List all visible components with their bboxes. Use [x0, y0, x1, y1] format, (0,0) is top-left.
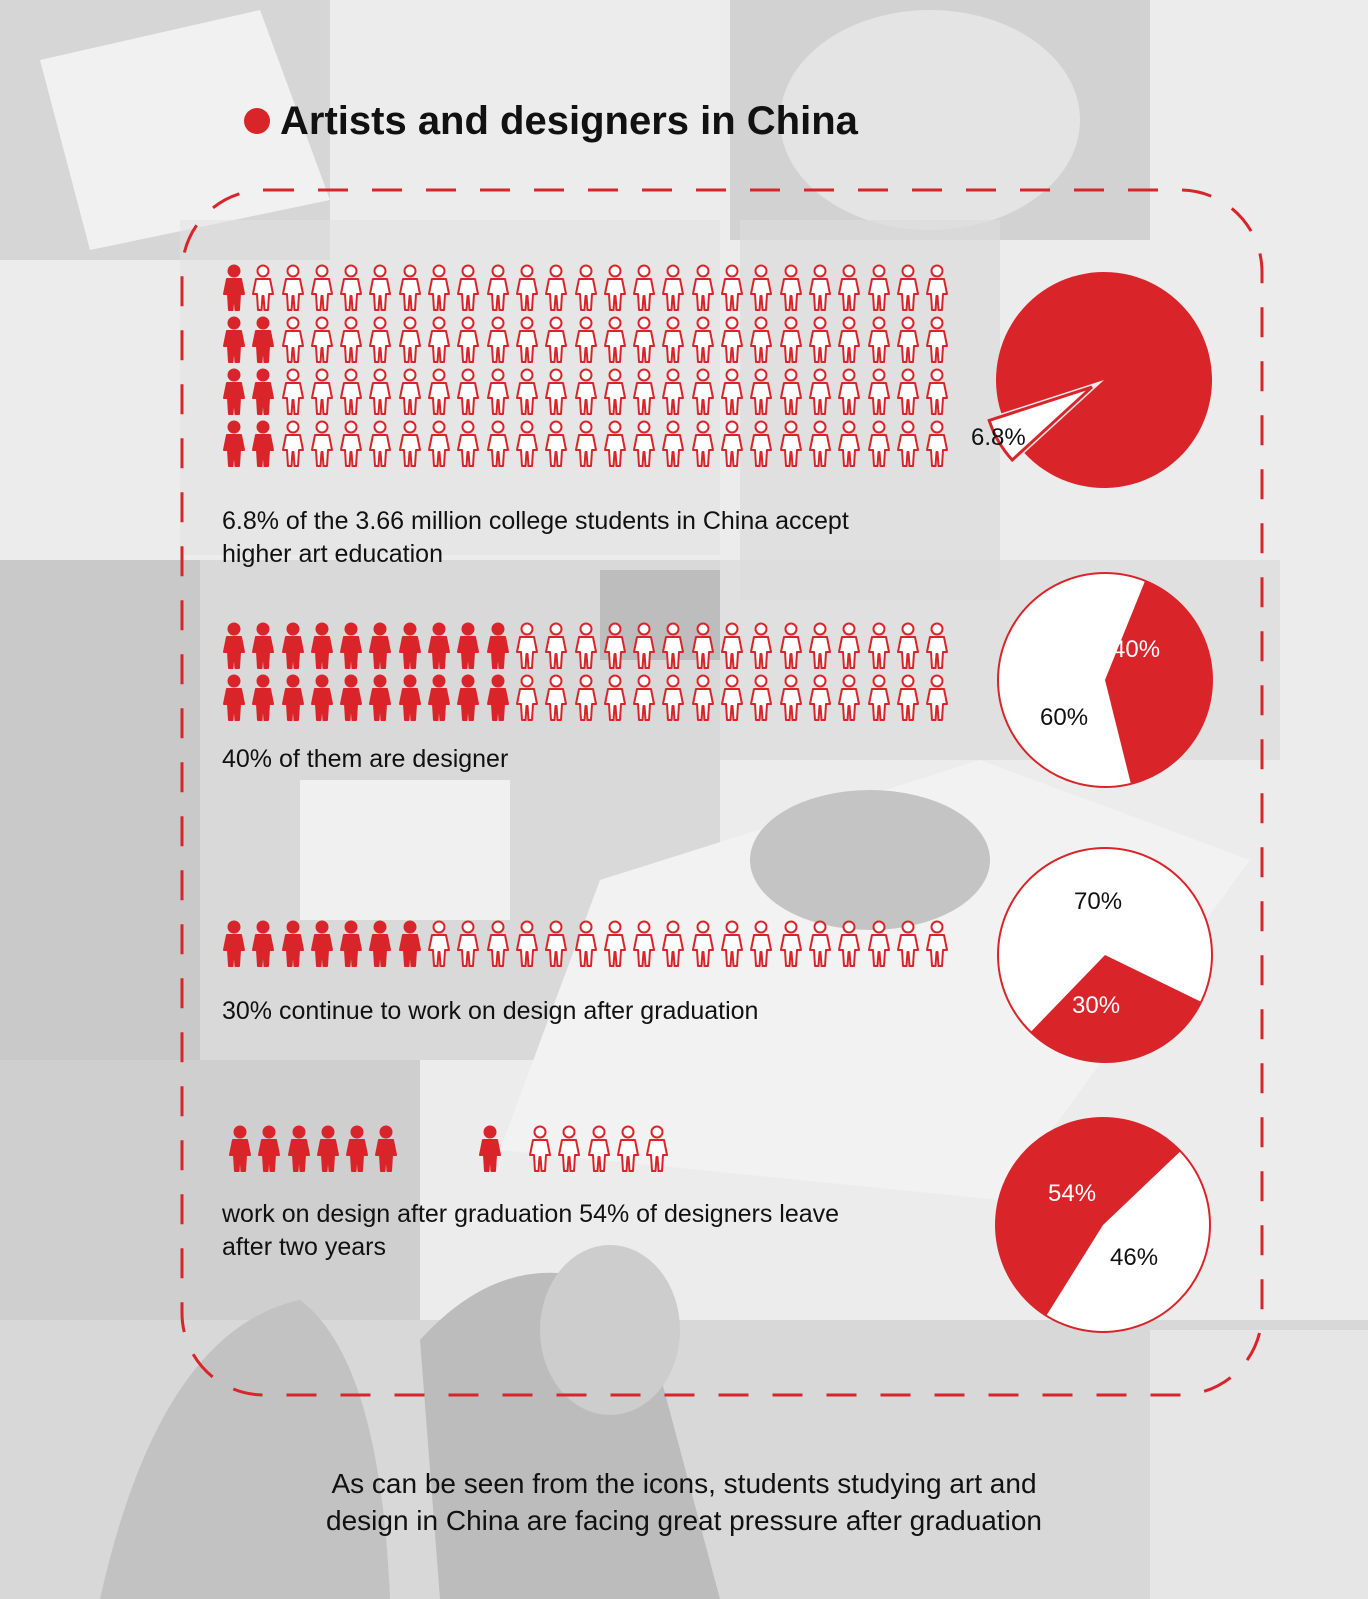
- person-outline-icon: [603, 264, 627, 312]
- person-outline-icon: [691, 368, 715, 416]
- pie-4: [988, 1110, 1218, 1340]
- person-outline-icon: [779, 622, 803, 670]
- person-outline-icon: [691, 316, 715, 364]
- person-outline-icon: [587, 1125, 611, 1173]
- person-outline-icon: [427, 316, 451, 364]
- person-filled-icon: [222, 316, 246, 364]
- person-outline-icon: [486, 420, 510, 468]
- person-outline-icon: [749, 264, 773, 312]
- person-outline-icon: [837, 264, 861, 312]
- person-outline-icon: [339, 264, 363, 312]
- person-outline-icon: [398, 264, 422, 312]
- person-filled-icon: [222, 674, 246, 722]
- person-outline-icon: [515, 368, 539, 416]
- person-outline-icon: [398, 368, 422, 416]
- icon-row-2-1: [222, 622, 949, 670]
- person-outline-icon: [779, 316, 803, 364]
- person-outline-icon: [896, 316, 920, 364]
- person-outline-icon: [691, 264, 715, 312]
- person-outline-icon: [603, 420, 627, 468]
- person-filled-icon: [374, 1125, 398, 1173]
- person-filled-icon: [456, 622, 480, 670]
- person-outline-icon: [837, 920, 861, 968]
- icon-row-1-3: [222, 368, 949, 416]
- caption-1: 6.8% of the 3.66 million college students in China accept higher art education: [222, 507, 849, 568]
- person-outline-icon: [456, 264, 480, 312]
- person-outline-icon: [574, 368, 598, 416]
- person-filled-icon: [222, 622, 246, 670]
- person-outline-icon: [515, 264, 539, 312]
- person-outline-icon: [544, 368, 568, 416]
- person-outline-icon: [310, 316, 334, 364]
- person-outline-icon: [528, 1125, 552, 1173]
- person-outline-icon: [368, 316, 392, 364]
- person-outline-icon: [808, 674, 832, 722]
- person-outline-icon: [632, 264, 656, 312]
- person-outline-icon: [427, 420, 451, 468]
- person-outline-icon: [837, 622, 861, 670]
- icon-group-4-1: [228, 1125, 398, 1173]
- person-outline-icon: [925, 368, 949, 416]
- person-filled-icon: [398, 674, 422, 722]
- person-outline-icon: [867, 622, 891, 670]
- person-outline-icon: [574, 264, 598, 312]
- person-outline-icon: [837, 316, 861, 364]
- person-outline-icon: [427, 264, 451, 312]
- person-outline-icon: [896, 920, 920, 968]
- person-outline-icon: [661, 622, 685, 670]
- person-filled-icon: [456, 674, 480, 722]
- person-outline-icon: [632, 674, 656, 722]
- person-outline-icon: [251, 264, 275, 312]
- pie-3-label-70: 70%: [1074, 888, 1123, 915]
- person-outline-icon: [603, 674, 627, 722]
- person-outline-icon: [603, 316, 627, 364]
- person-filled-icon: [339, 674, 363, 722]
- person-outline-icon: [456, 420, 480, 468]
- person-filled-icon: [222, 264, 246, 312]
- person-outline-icon: [456, 920, 480, 968]
- person-outline-icon: [574, 420, 598, 468]
- person-filled-icon: [368, 622, 392, 670]
- person-outline-icon: [515, 622, 539, 670]
- person-outline-icon: [749, 920, 773, 968]
- person-outline-icon: [779, 674, 803, 722]
- person-outline-icon: [603, 920, 627, 968]
- person-outline-icon: [749, 420, 773, 468]
- person-filled-icon: [427, 622, 451, 670]
- footer-line-1: As can be seen from the icons, students studying art and: [331, 1468, 1037, 1499]
- person-outline-icon: [616, 1125, 640, 1173]
- person-outline-icon: [691, 420, 715, 468]
- person-filled-icon: [310, 674, 334, 722]
- person-outline-icon: [544, 622, 568, 670]
- person-outline-icon: [486, 920, 510, 968]
- person-outline-icon: [603, 622, 627, 670]
- person-outline-icon: [720, 920, 744, 968]
- person-outline-icon: [574, 674, 598, 722]
- person-outline-icon: [486, 368, 510, 416]
- person-outline-icon: [544, 674, 568, 722]
- person-outline-icon: [281, 420, 305, 468]
- person-outline-icon: [486, 316, 510, 364]
- person-outline-icon: [720, 368, 744, 416]
- person-outline-icon: [544, 264, 568, 312]
- icon-row-1-1: [222, 264, 949, 312]
- person-filled-icon: [339, 622, 363, 670]
- person-outline-icon: [515, 920, 539, 968]
- person-outline-icon: [867, 264, 891, 312]
- person-outline-icon: [808, 368, 832, 416]
- person-outline-icon: [368, 420, 392, 468]
- person-outline-icon: [779, 264, 803, 312]
- caption-4-line-1: work on design after graduation 54% of designers leave: [222, 1200, 840, 1228]
- person-outline-icon: [837, 420, 861, 468]
- person-outline-icon: [661, 316, 685, 364]
- person-filled-icon: [251, 368, 275, 416]
- person-filled-icon: [287, 1125, 311, 1173]
- person-outline-icon: [456, 368, 480, 416]
- person-outline-icon: [544, 316, 568, 364]
- person-filled-icon: [222, 920, 246, 968]
- footer-text: [0, 1465, 1368, 1539]
- person-outline-icon: [779, 920, 803, 968]
- person-outline-icon: [632, 420, 656, 468]
- person-outline-icon: [645, 1125, 669, 1173]
- person-outline-icon: [281, 264, 305, 312]
- person-outline-icon: [339, 420, 363, 468]
- person-outline-icon: [557, 1125, 581, 1173]
- person-outline-icon: [925, 316, 949, 364]
- person-outline-icon: [808, 622, 832, 670]
- person-outline-icon: [808, 920, 832, 968]
- person-outline-icon: [896, 264, 920, 312]
- person-filled-icon: [222, 420, 246, 468]
- person-outline-icon: [456, 316, 480, 364]
- person-outline-icon: [749, 316, 773, 364]
- person-outline-icon: [779, 368, 803, 416]
- person-outline-icon: [632, 316, 656, 364]
- person-outline-icon: [632, 368, 656, 416]
- person-filled-icon: [398, 622, 422, 670]
- title-row: [244, 96, 858, 146]
- person-outline-icon: [310, 264, 334, 312]
- person-filled-icon: [310, 622, 334, 670]
- pie-4-label-54: 54%: [1048, 1180, 1097, 1207]
- person-outline-icon: [691, 674, 715, 722]
- person-filled-icon: [228, 1125, 252, 1173]
- pie-4-label-46: 46%: [1110, 1244, 1159, 1271]
- person-outline-icon: [310, 420, 334, 468]
- icon-row-3-1: [222, 920, 949, 968]
- person-outline-icon: [867, 368, 891, 416]
- person-outline-icon: [574, 622, 598, 670]
- pie-2-label-60: 60%: [1040, 704, 1089, 731]
- person-outline-icon: [574, 316, 598, 364]
- person-outline-icon: [720, 316, 744, 364]
- pie-2-label-40: 40%: [1112, 636, 1161, 663]
- person-filled-icon: [251, 420, 275, 468]
- pie-1-slice-main: [996, 272, 1212, 488]
- person-outline-icon: [339, 368, 363, 416]
- person-outline-icon: [749, 622, 773, 670]
- person-filled-icon: [251, 674, 275, 722]
- caption-2: 40% of them are designer: [222, 745, 509, 773]
- person-outline-icon: [427, 920, 451, 968]
- person-outline-icon: [310, 368, 334, 416]
- person-outline-icon: [603, 368, 627, 416]
- person-outline-icon: [486, 264, 510, 312]
- person-outline-icon: [896, 674, 920, 722]
- person-outline-icon: [515, 420, 539, 468]
- icon-group-4-3: [528, 1125, 669, 1173]
- person-outline-icon: [720, 674, 744, 722]
- person-outline-icon: [720, 420, 744, 468]
- person-outline-icon: [398, 316, 422, 364]
- icon-row-1-4: [222, 420, 949, 468]
- person-outline-icon: [544, 420, 568, 468]
- footer-line-2: design in China are facing great pressure after graduation: [326, 1505, 1042, 1536]
- person-filled-icon: [222, 368, 246, 416]
- pie-1: [984, 270, 1214, 500]
- person-filled-icon: [339, 920, 363, 968]
- person-outline-icon: [925, 674, 949, 722]
- person-outline-icon: [339, 316, 363, 364]
- person-filled-icon: [316, 1125, 340, 1173]
- person-outline-icon: [925, 920, 949, 968]
- person-outline-icon: [720, 622, 744, 670]
- person-filled-icon: [281, 622, 305, 670]
- person-filled-icon: [251, 622, 275, 670]
- person-outline-icon: [544, 920, 568, 968]
- person-filled-icon: [281, 920, 305, 968]
- person-filled-icon: [251, 920, 275, 968]
- caption-4-line-2: after two years: [222, 1233, 386, 1261]
- pie-2: [990, 565, 1220, 795]
- person-outline-icon: [632, 920, 656, 968]
- pie-3-label-30: 30%: [1072, 992, 1121, 1019]
- person-outline-icon: [867, 674, 891, 722]
- icon-row-2-2: [222, 674, 949, 722]
- person-outline-icon: [368, 264, 392, 312]
- person-outline-icon: [867, 420, 891, 468]
- person-outline-icon: [867, 920, 891, 968]
- person-outline-icon: [661, 420, 685, 468]
- person-outline-icon: [515, 674, 539, 722]
- person-filled-icon: [345, 1125, 369, 1173]
- person-outline-icon: [691, 622, 715, 670]
- person-outline-icon: [779, 420, 803, 468]
- person-outline-icon: [925, 420, 949, 468]
- person-filled-icon: [251, 316, 275, 364]
- person-outline-icon: [661, 368, 685, 416]
- person-outline-icon: [925, 264, 949, 312]
- person-outline-icon: [749, 368, 773, 416]
- person-outline-icon: [808, 420, 832, 468]
- person-filled-icon: [427, 674, 451, 722]
- person-filled-icon: [478, 1125, 502, 1173]
- pie-3: [990, 840, 1220, 1070]
- person-filled-icon: [486, 622, 510, 670]
- person-outline-icon: [515, 316, 539, 364]
- person-filled-icon: [398, 920, 422, 968]
- person-outline-icon: [837, 368, 861, 416]
- caption-3: 30% continue to work on design after graduation: [222, 997, 759, 1025]
- person-outline-icon: [661, 264, 685, 312]
- person-outline-icon: [661, 674, 685, 722]
- icon-group-4-2: [478, 1125, 502, 1173]
- person-outline-icon: [632, 622, 656, 670]
- person-outline-icon: [837, 674, 861, 722]
- person-outline-icon: [398, 420, 422, 468]
- pie-1-label: 6.8%: [971, 424, 1026, 451]
- person-outline-icon: [574, 920, 598, 968]
- person-outline-icon: [281, 368, 305, 416]
- person-outline-icon: [808, 264, 832, 312]
- person-outline-icon: [896, 622, 920, 670]
- person-filled-icon: [368, 920, 392, 968]
- person-filled-icon: [368, 674, 392, 722]
- person-outline-icon: [691, 920, 715, 968]
- icon-row-1-2: [222, 316, 949, 364]
- title-bullet-icon: [244, 108, 270, 134]
- page-title: Artists and designers in China: [280, 98, 858, 143]
- person-outline-icon: [896, 420, 920, 468]
- person-outline-icon: [427, 368, 451, 416]
- person-outline-icon: [368, 368, 392, 416]
- person-outline-icon: [661, 920, 685, 968]
- person-outline-icon: [281, 316, 305, 364]
- person-outline-icon: [867, 316, 891, 364]
- person-filled-icon: [486, 674, 510, 722]
- person-outline-icon: [720, 264, 744, 312]
- person-outline-icon: [749, 674, 773, 722]
- person-filled-icon: [257, 1125, 281, 1173]
- person-outline-icon: [808, 316, 832, 364]
- person-filled-icon: [310, 920, 334, 968]
- person-outline-icon: [896, 368, 920, 416]
- person-filled-icon: [281, 674, 305, 722]
- person-outline-icon: [925, 622, 949, 670]
